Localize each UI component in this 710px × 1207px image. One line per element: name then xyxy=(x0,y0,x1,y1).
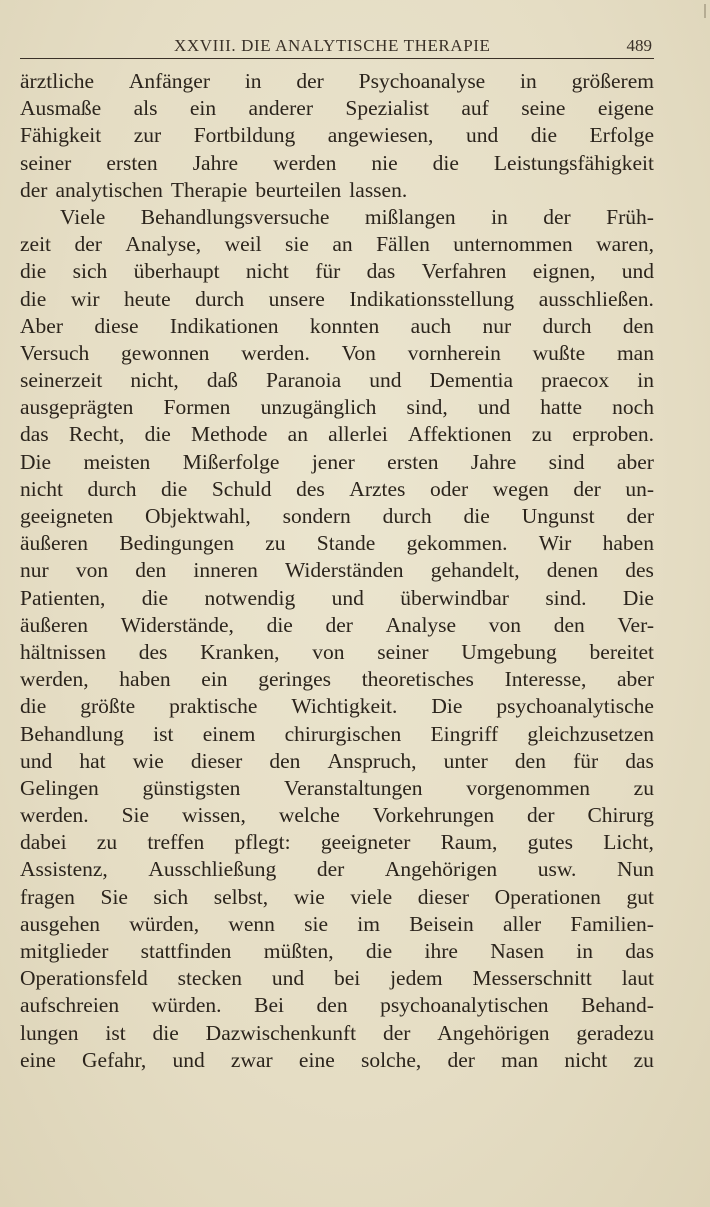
running-head xyxy=(20,34,654,59)
text-line: das Recht, die Methode an allerlei Affektionen zu erproben. xyxy=(20,422,654,447)
text-line: ärztliche Anfänger in der Psychoanalyse in größerem xyxy=(20,69,654,93)
text-line: Assistenz, Ausschließung der Angehörigen usw. Nun xyxy=(20,857,654,882)
text-line: hältnissen des Kranken, von seiner Umgebung bereitet xyxy=(20,639,654,664)
text-line: nur von den inneren Widerständen gehandelt, denen des xyxy=(20,558,654,583)
text-line: zeit der Analyse, weil sie an Fällen unternommen waren, xyxy=(20,232,654,257)
text-line: Behandlung ist einem chirurgischen Eingriff gleichzusetzen xyxy=(20,721,654,746)
text-line: Die meisten Mißerfolge jener ersten Jahre sind aber xyxy=(20,449,654,474)
text-line: Fähigkeit zur Fortbildung angewiesen, und die Erfolge xyxy=(20,123,654,148)
text-line: äußeren Widerstände, die der Analyse von den Ver- xyxy=(20,612,654,637)
text-line: geeigneten Objektwahl, sondern durch die Ungunst der xyxy=(20,504,654,528)
margin-mark xyxy=(704,4,706,18)
text-line: die sich überhaupt nicht für das Verfahren eignen, und xyxy=(20,259,654,284)
text-line: werden. Sie wissen, welche Vorkehrungen der Chirurg xyxy=(20,803,654,828)
text-line: fragen Sie sich selbst, wie viele dieser Operationen gut xyxy=(20,884,654,909)
chapter-title: XXVIII. DIE ANALYTISCHE THERAPIE xyxy=(174,36,491,55)
text-line: dabei zu treffen pflegt: geeigneter Raum, gutes Licht, xyxy=(20,830,654,855)
text-line: ausgeprägten Formen unzugänglich sind, und hatte noch xyxy=(20,395,654,420)
text-line: der analytischen Therapie beurteilen lassen. xyxy=(20,177,408,202)
text-line: werden, haben ein geringes theoretisches Interesse, aber xyxy=(20,667,654,692)
text-line: Versuch gewonnen werden. Von vornherein wußte man xyxy=(20,340,654,365)
text-line: aufschreien würden. Bei den psychoanalytischen Behand- xyxy=(20,993,654,1018)
text-line: ausgehen würden, wenn sie im Beisein aller Familien- xyxy=(20,911,654,936)
text-line: Aber diese Indikationen konnten auch nur durch den xyxy=(20,313,654,338)
body-text xyxy=(20,68,654,1074)
text-line: Patienten, die notwendig und überwindbar sind. Die xyxy=(20,585,654,610)
text-line: die größte praktische Wichtigkeit. Die psychoanalytische xyxy=(20,694,654,719)
text-line: Viele Behandlungsversuche mißlangen in der Früh- xyxy=(60,204,654,229)
text-line: Gelingen günstigsten Veranstaltungen vorgenommen zu xyxy=(20,775,654,800)
text-line: äußeren Bedingungen zu Stande gekommen. Wir haben xyxy=(20,531,654,556)
text-line: nicht durch die Schuld des Arztes oder wegen der un- xyxy=(20,476,654,501)
page-number: 489 xyxy=(626,36,652,55)
text-line: und hat wie dieser den Anspruch, unter den für das xyxy=(20,748,654,773)
text-line: die wir heute durch unsere Indikationsstellung ausschließen. xyxy=(20,286,654,311)
text-line: lungen ist die Dazwischenkunft der Angehörigen geradezu xyxy=(20,1020,654,1045)
text-line: Ausmaße als ein anderer Spezialist auf seine eigene xyxy=(20,96,654,121)
text-line: Operationsfeld stecken und bei jedem Messerschnitt laut xyxy=(20,966,654,991)
text-line: seinerzeit nicht, daß Paranoia und Dementia praecox in xyxy=(20,368,654,393)
text-line: mitglieder stattfinden müßten, die ihre Nasen in das xyxy=(20,939,654,963)
text-line: eine Gefahr, und zwar eine solche, der man nicht zu xyxy=(20,1047,654,1072)
text-line: seiner ersten Jahre werden nie die Leistungsfähigkeit xyxy=(20,150,654,175)
